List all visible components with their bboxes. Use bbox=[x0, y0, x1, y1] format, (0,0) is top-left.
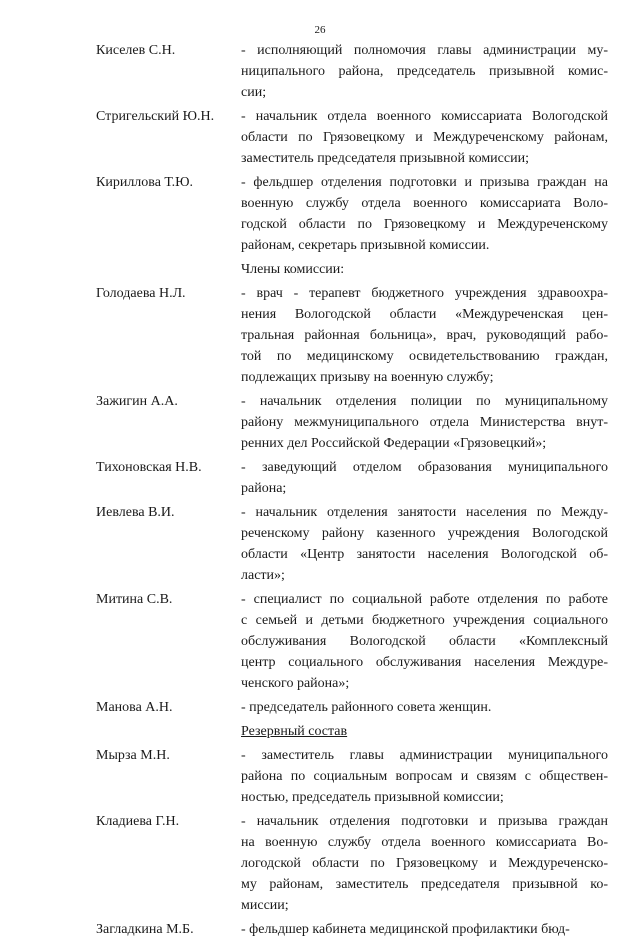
role-line: - начальник отдела военного комиссариата Вологодской bbox=[241, 109, 608, 124]
role-line: области «Центр занятости населения Вологодской об- bbox=[241, 547, 608, 562]
member-name: Кладиева Г.Н. bbox=[96, 814, 180, 829]
page-number: 26 bbox=[314, 24, 326, 36]
reserve-members bbox=[96, 745, 608, 943]
role-line: на военную службу отдела военного комиссариата Во- bbox=[241, 835, 608, 850]
member-name: Тихоновская Н.В. bbox=[96, 460, 202, 475]
role-line: логодской области по Грязовецкому и Междуреченско- bbox=[241, 856, 608, 871]
member-role bbox=[241, 457, 608, 499]
member-role bbox=[241, 106, 608, 169]
role-line: - исполняющий полномочия главы администрации му- bbox=[241, 43, 608, 58]
member-role bbox=[241, 283, 608, 388]
member-role bbox=[241, 40, 608, 103]
member-role bbox=[241, 811, 608, 916]
member-row bbox=[96, 697, 608, 721]
reserve-heading: Резервный состав bbox=[241, 724, 348, 739]
member-role bbox=[241, 697, 608, 718]
member-name: Мырза М.Н. bbox=[96, 748, 170, 763]
role-line: - заместитель главы администрации муниципального bbox=[241, 748, 608, 763]
committee-members-heading: Члены комиссии: bbox=[241, 262, 345, 277]
role-line: сии; bbox=[241, 85, 267, 100]
role-line: - начальник отделения полиции по муниципальному bbox=[241, 394, 608, 409]
role-line: района; bbox=[241, 481, 287, 496]
role-line: той по медицинскому освидетельствованию граждан, bbox=[241, 349, 608, 364]
member-row bbox=[96, 502, 608, 589]
member-name: Иевлева В.И. bbox=[96, 505, 175, 520]
member-name: Киселев С.Н. bbox=[96, 43, 176, 58]
role-line: реченскому району казенного учреждения Вологодской bbox=[241, 526, 608, 541]
role-line: военную службу отдела военного комиссариата Воло- bbox=[241, 196, 608, 211]
role-line: с семьей и детьми бюджетного учреждения социального bbox=[241, 613, 608, 628]
role-line: тральная районная больница», врач, руководящий рабо- bbox=[241, 328, 608, 343]
member-role bbox=[241, 589, 608, 694]
member-row bbox=[96, 589, 608, 697]
member-role bbox=[241, 172, 608, 256]
role-line: районам, секретарь призывной комиссии. bbox=[241, 238, 490, 253]
member-role bbox=[241, 919, 608, 940]
member-name: Кириллова Т.Ю. bbox=[96, 175, 193, 190]
commission-list bbox=[96, 40, 608, 943]
member-row bbox=[96, 172, 608, 259]
role-line: - фельдшер кабинета медицинской профилактики бюд- bbox=[241, 922, 570, 937]
role-line: ностью, председатель призывной комиссии; bbox=[241, 790, 504, 805]
member-row bbox=[96, 106, 608, 172]
member-row bbox=[96, 919, 608, 943]
role-line: ченского района»; bbox=[241, 676, 350, 691]
member-row bbox=[96, 457, 608, 502]
role-line: ренних дел Российской Федерации «Грязовецкий»; bbox=[241, 436, 547, 451]
role-line: подлежащих призыву на военную службу; bbox=[241, 370, 494, 385]
role-line: нения Вологодской области «Междуреченская цен- bbox=[241, 307, 608, 322]
member-name: Манова А.Н. bbox=[96, 700, 173, 715]
role-line: годской области по Грязовецкому и Междуреченскому bbox=[241, 217, 608, 232]
member-role bbox=[241, 745, 608, 808]
role-line: - специалист по социальной работе отделения по работе bbox=[241, 592, 608, 607]
commission-leadership bbox=[96, 40, 608, 259]
role-line: ниципального района, председатель призывной комис- bbox=[241, 64, 608, 79]
member-name: Зажигин А.А. bbox=[96, 394, 178, 409]
member-row bbox=[96, 811, 608, 919]
committee-members bbox=[96, 283, 608, 721]
role-line: ласти»; bbox=[241, 568, 285, 583]
role-line: центр социального обслуживания населения Междуре- bbox=[241, 655, 608, 670]
role-line: обслуживания Вологодской области «Комплексный bbox=[241, 634, 608, 649]
role-line: - председатель районного совета женщин. bbox=[241, 700, 492, 715]
role-line: - фельдшер отделения подготовки и призыва граждан на bbox=[241, 175, 608, 190]
member-row bbox=[96, 40, 608, 106]
role-line: района по социальным вопросам и связям с обществен- bbox=[241, 769, 608, 784]
role-line: заместитель председателя призывной комиссии; bbox=[241, 151, 529, 166]
role-line: му районам, заместитель председателя призывной ко- bbox=[241, 877, 608, 892]
role-line: району межмуниципального отдела Министерства внут- bbox=[241, 415, 608, 430]
member-role bbox=[241, 502, 608, 586]
member-role bbox=[241, 391, 608, 454]
member-row bbox=[96, 391, 608, 457]
role-line: - врач - терапевт бюджетного учреждения здравоохра- bbox=[241, 286, 608, 301]
member-row bbox=[96, 283, 608, 391]
member-name: Митина С.В. bbox=[96, 592, 173, 607]
member-name: Голодаева Н.Л. bbox=[96, 286, 186, 301]
member-row bbox=[96, 745, 608, 811]
role-line: миссии; bbox=[241, 898, 289, 913]
member-name: Загладкина М.Б. bbox=[96, 922, 194, 937]
role-line: - начальник отделения подготовки и призыва граждан bbox=[241, 814, 608, 829]
role-line: - начальник отделения занятости населения по Между- bbox=[241, 505, 608, 520]
member-name: Стригельский Ю.Н. bbox=[96, 109, 215, 124]
role-line: области по Грязовецкому и Междуреченскому районам, bbox=[241, 130, 608, 145]
role-line: - заведующий отделом образования муниципального bbox=[241, 460, 608, 475]
